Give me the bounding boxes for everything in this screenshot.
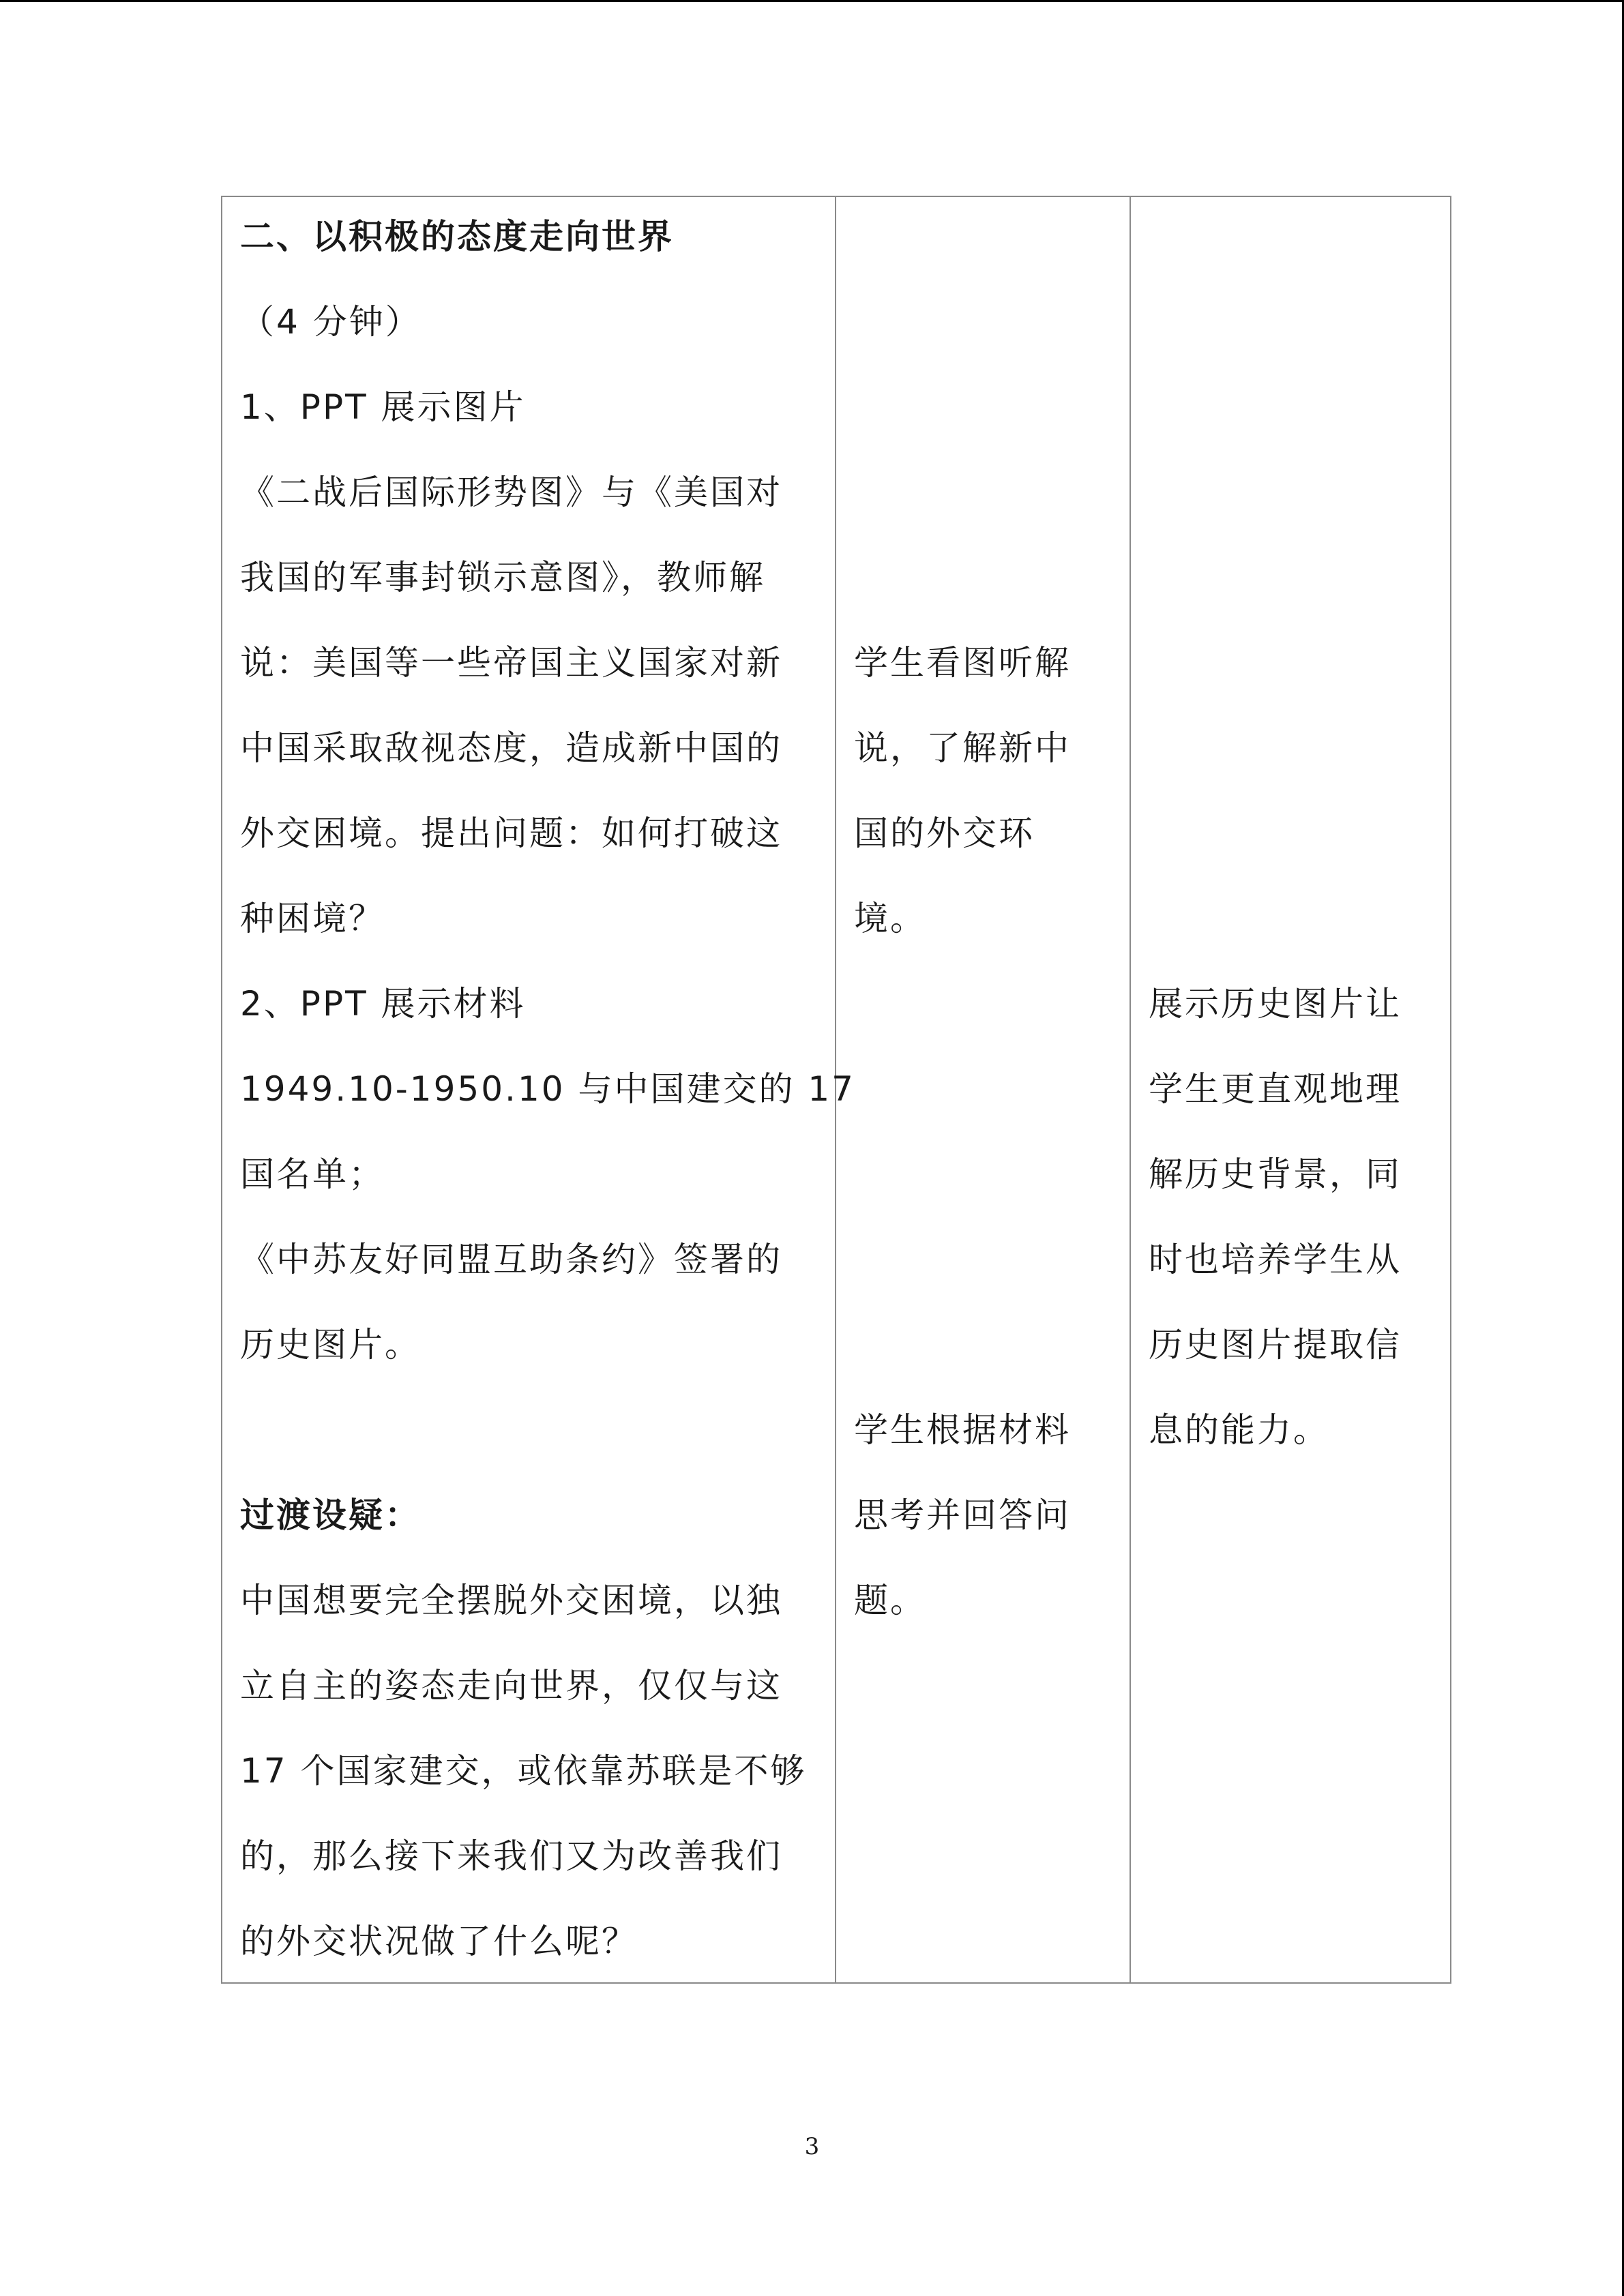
text-line: 的外交状况做了什么呢？ (240, 1922, 638, 1961)
text-line: 外交困境。提出问题：如何打破这 (240, 814, 782, 853)
text-line: 种困境？ (240, 899, 385, 938)
text-line: 17 个国家建交，或依靠苏联是不够 (240, 1751, 807, 1791)
text-line: 历史图片提取信 (1149, 1325, 1402, 1365)
text-line: 境。 (854, 899, 926, 938)
text-line: 我国的军事封锁示意图》，教师解 (240, 558, 765, 597)
teacher-activity-content (222, 197, 855, 1982)
text-line: 说：美国等一些帝国主义国家对新 (240, 643, 782, 683)
text-line: 中国采取敌视态度，造成新中国的 (240, 728, 782, 768)
text-line: 息的能力。 (1149, 1410, 1329, 1450)
text-line: （4 分钟） (240, 302, 422, 342)
text-line: 国名单； (240, 1154, 385, 1194)
text-line: 《二战后国际形势图》与《美国对 (240, 473, 782, 512)
text-line: 学生更直观地理 (1149, 1069, 1402, 1109)
table-row (222, 196, 1451, 1983)
text-line: 2、PPT 展示材料 (240, 984, 526, 1024)
design-intent-cell (1130, 196, 1451, 1983)
text-line: 国的外交环 (854, 814, 1035, 853)
text-line: 二、以积极的态度走向世界 (240, 217, 674, 256)
teacher-activity-cell (222, 196, 855, 1983)
student-activity-cell (836, 196, 1130, 1983)
text-line: 题。 (854, 1581, 926, 1620)
text-line: 过渡设疑： (240, 1495, 421, 1535)
text-line: 学生看图听解 (854, 643, 1071, 683)
student-activity-content (836, 197, 1130, 1982)
lesson-plan-table (221, 196, 1451, 1984)
text-line: 《中苏友好同盟互助条约》签署的 (240, 1240, 782, 1279)
text-line: 展示历史图片让 (1149, 984, 1402, 1024)
text-line: 中国想要完全摆脱外交困境，以独 (240, 1581, 782, 1620)
text-line: 历史图片。 (240, 1325, 421, 1365)
page-number: 3 (804, 2133, 820, 2160)
text-line: 解历史背景，同 (1149, 1154, 1402, 1194)
text-line: 1949.10-1950.10 与中国建交的 17 (240, 1069, 855, 1109)
text-line: 1、PPT 展示图片 (240, 387, 526, 427)
design-intent-content (1131, 197, 1450, 1982)
text-line: 说，了解新中 (854, 728, 1071, 768)
text-line: 思考并回答问 (854, 1495, 1071, 1535)
text-line: 立自主的姿态走向世界，仅仅与这 (240, 1666, 782, 1705)
text-line: 的，那么接下来我们又为改善我们 (240, 1836, 782, 1876)
text-line: 时也培养学生从 (1149, 1240, 1402, 1279)
text-line: 学生根据材料 (854, 1410, 1071, 1450)
